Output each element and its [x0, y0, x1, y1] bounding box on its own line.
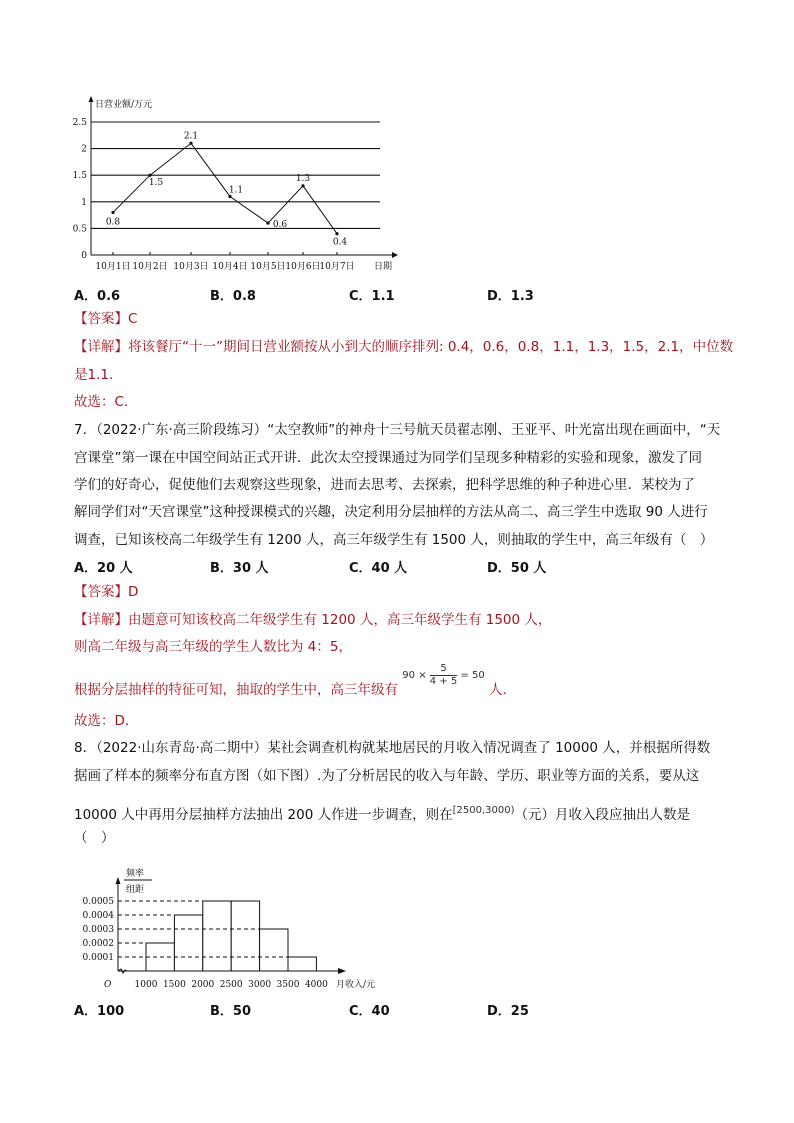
q8-option-c[interactable]: C．40 [349, 1004, 390, 1019]
data-point [301, 184, 304, 187]
data-label: 1.5 [148, 178, 164, 189]
q7-detail-line2: 则高二年级与高三年级的学生人数比为 4：5， [74, 639, 352, 655]
q8-option-d[interactable]: D．25 [487, 1004, 529, 1019]
q8-answer-paren: （ ） [74, 830, 115, 846]
q8-stem-line1: 8．（2022·山东青岛·高二期中）某社会调查机构就某地居民的月收入情况调查了 10000 人，并根据所得数 [74, 740, 711, 756]
y-tick-label: 2.5 [72, 118, 87, 128]
q7-detail-line1: 【详解】由题意可知该校高二年级学生有 1200 人，高三年级学生有 1500 人， [74, 612, 552, 628]
data-label: 2.1 [183, 131, 199, 142]
y-tick-label: 0.0001 [82, 953, 114, 963]
x-tick-label: 10月1日 [95, 262, 131, 272]
q7-stem-line1: 7．（2022·广东·高三阶段练习）“太空教师”的神舟十三号航天员翟志刚、王亚平、叶光富出现在画面中，“天 [74, 422, 721, 438]
x-tick-label: 10月4日 [212, 262, 248, 272]
formula-fraction [430, 663, 457, 688]
q6-option-c[interactable]: C．1.1 [349, 289, 395, 304]
histogram-bar [174, 915, 202, 971]
data-line [113, 143, 337, 233]
y-tick-label: 0.0005 [82, 897, 114, 907]
y-axis-arrow-icon [116, 877, 121, 884]
y-tick-label: 2 [81, 144, 87, 155]
formula-lhs: 90 × [402, 670, 427, 681]
data-point [148, 174, 151, 177]
y-tick-label: 0 [81, 251, 87, 261]
origin-label: O [104, 980, 112, 990]
y-tick-label: 1.5 [72, 171, 87, 182]
q6-choose: 故选：C． [74, 394, 138, 410]
x-tick-label: 1000 [134, 980, 158, 990]
q7-stem-line5: 调查，已知该校高二年级学生有 1200 人，高三年级学生有 1500 人，则抽取的学生中，高三年级有（ ） [74, 532, 714, 548]
q6-detail-line2: 是1.1． [74, 367, 123, 383]
q7-stem-line4: 解同学们对“天宫课堂”这种授课模式的兴趣，决定利用分层抽样的方法从高二、高三学生中选取 90 人进行 [74, 504, 708, 520]
x-tick-label: 2000 [191, 980, 215, 990]
x-tick-label: 2500 [219, 980, 243, 990]
q8-option-a[interactable]: A．100 [74, 1004, 125, 1019]
q6-answer: 【答案】C [74, 311, 138, 327]
x-axis-title: 月收入/元 [336, 980, 376, 990]
q6-option-b[interactable]: B．0.8 [210, 289, 256, 304]
q7-stem-line2: 宫课堂”第一课在中国空间站正式开讲．此次太空授课通过为同学们呈现多种精彩的实验和现象，激发了同 [74, 450, 702, 466]
formula-denominator: 4 + 5 [429, 675, 458, 687]
x-tick-label: 10月7日 [319, 262, 355, 272]
x-axis-arrow-icon [392, 252, 398, 258]
histogram-bar [203, 901, 231, 971]
q7-choose: 故选：D． [74, 713, 139, 729]
q8-interval: [2500,3000) [452, 805, 515, 816]
q7-option-b[interactable]: B．30 人 [210, 561, 269, 576]
q8-stem-line2: 据画了样本的频率分布直方图（如下图）.为了分析居民的收入与年龄、学历、职业等方面的关系，要从这 [74, 768, 700, 784]
data-label: 0.6 [272, 220, 288, 231]
data-label: 1.3 [295, 173, 311, 184]
x-tick-label: 3500 [276, 980, 300, 990]
x-tick-label: 3000 [248, 980, 272, 990]
q8-stem-line3-text: 10000 人中再用分层抽样方法抽出 200 人作进一步调查，则在 [74, 807, 453, 823]
x-tick-label: 1500 [162, 980, 186, 990]
y-axis-title-denominator: 组距 [126, 885, 145, 895]
y-tick-label: 0.0004 [82, 911, 114, 921]
q6-detail-line1: 【详解】将该餐厅“十一”期间日营业额按从小到大的顺序排列: 0.4，0.6，0.8，1.1，1.3，1.5，2.1，中位数 [74, 339, 734, 355]
histogram-bar [260, 929, 288, 971]
y-tick-label: 0.0002 [82, 939, 114, 949]
histogram-bar [288, 957, 316, 971]
x-tick-label: 10月6日 [285, 262, 321, 272]
q7-detail-line3-end: 人． [489, 682, 517, 698]
formula-rhs: = 50 [460, 670, 485, 681]
q8-stem-line3 [74, 802, 690, 824]
data-label: 0.4 [332, 237, 348, 248]
q7-formula [402, 656, 484, 696]
q6-option-d[interactable]: D．1.3 [487, 289, 534, 304]
y-axis-title-numerator: 频率 [126, 869, 145, 879]
x-tick-label: 10月2日 [132, 262, 168, 272]
x-axis-arrow-icon [338, 968, 346, 974]
data-label: 1.1 [228, 185, 244, 196]
y-axis-title: 日营业额/万元 [95, 100, 153, 110]
data-point [189, 142, 192, 145]
data-point [111, 211, 114, 214]
q7-stem-line3: 学们的好奇心，促使他们去观察这些现象，进而去思考、去探索，把科学思维的种子种进心里．某校为了 [74, 477, 695, 493]
data-point [266, 221, 269, 224]
data-point [335, 232, 338, 235]
data-label: 0.8 [105, 217, 121, 228]
y-tick-label: 1 [81, 197, 87, 208]
x-axis-title: 日期 [374, 262, 393, 272]
q7-option-c[interactable]: C．40 人 [349, 561, 408, 576]
y-axis-arrow-icon [89, 96, 94, 102]
q8-stem-line3-end: （元）月收入段应抽出人数是 [514, 807, 690, 823]
q7-option-d[interactable]: D．50 人 [487, 561, 547, 576]
x-tick-label: 4000 [304, 980, 328, 990]
q7-detail-line3-text: 根据分层抽样的特征可知，抽取的学生中，高三年级有 [74, 682, 398, 698]
q7-answer: 【答案】D [74, 584, 139, 600]
histogram-bar [231, 901, 259, 971]
q7-detail-line3 [74, 662, 517, 710]
q6-option-a[interactable]: A．0.6 [74, 289, 121, 304]
q8-option-b[interactable]: B．50 [210, 1004, 251, 1019]
y-tick-label: 0.0003 [82, 925, 114, 935]
x-tick-label: 10月3日 [173, 262, 209, 272]
formula-numerator: 5 [430, 663, 457, 676]
x-tick-label: 10月5日 [250, 262, 286, 272]
y-tick-label: 0.5 [72, 224, 87, 235]
q7-option-a[interactable]: A．20 人 [74, 561, 133, 576]
